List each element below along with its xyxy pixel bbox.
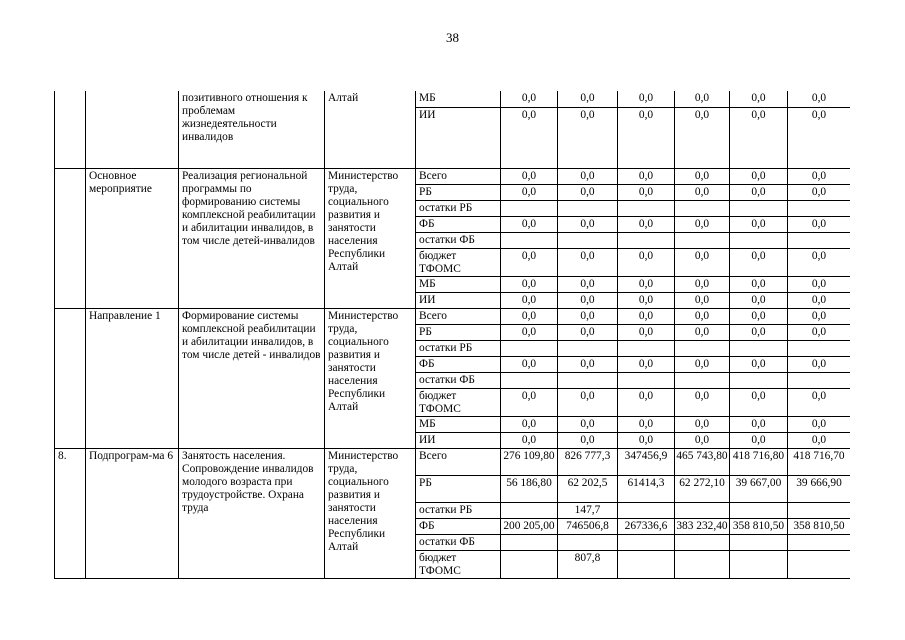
amount-cell — [730, 340, 788, 356]
amount-cell: 0,0 — [730, 248, 788, 276]
amount-cell: 147,7 — [558, 502, 618, 518]
amount-cell — [730, 232, 788, 248]
amount-cell — [501, 372, 558, 388]
amount-cell — [501, 534, 558, 550]
amount-cell — [788, 232, 851, 248]
amount-cell: 0,0 — [730, 91, 788, 107]
amount-cell: 267336,6 — [618, 518, 675, 534]
amount-cell: 0,0 — [675, 91, 730, 107]
funding-source-cell: остатки ФБ — [416, 372, 501, 388]
amount-cell: 0,0 — [788, 432, 851, 448]
amount-cell — [730, 502, 788, 518]
amount-cell: 0,0 — [618, 388, 675, 416]
amount-cell: 276 109,80 — [501, 448, 558, 475]
amount-cell — [618, 550, 675, 578]
amount-cell: 0,0 — [675, 432, 730, 448]
amount-cell: 0,0 — [788, 168, 851, 184]
amount-cell: 826 777,3 — [558, 448, 618, 475]
funding-source-cell: МБ — [416, 91, 501, 107]
executor-cell: Министерство труда, социального развития и занятости населения Республики Алтай — [325, 168, 416, 308]
amount-cell: 0,0 — [730, 432, 788, 448]
amount-cell: 0,0 — [501, 276, 558, 292]
amount-cell: 418 716,80 — [730, 448, 788, 475]
amount-cell: 0,0 — [730, 416, 788, 432]
table-row — [55, 168, 851, 184]
funding-source-cell: бюджет ТФОМС — [416, 388, 501, 416]
amount-cell: 0,0 — [675, 416, 730, 432]
amount-cell: 0,0 — [558, 168, 618, 184]
item-type-cell: Направление 1 — [86, 308, 179, 448]
amount-cell: 0,0 — [675, 292, 730, 308]
amount-cell: 418 716,70 — [788, 448, 851, 475]
amount-cell: 0,0 — [788, 292, 851, 308]
amount-cell: 0,0 — [788, 308, 851, 324]
amount-cell: 0,0 — [788, 356, 851, 372]
executor-cell: Министерство труда, социального развития и занятости населения Республики Алтай — [325, 308, 416, 448]
amount-cell — [675, 200, 730, 216]
amount-cell: 465 743,80 — [675, 448, 730, 475]
amount-cell — [788, 502, 851, 518]
funding-source-cell: ФБ — [416, 216, 501, 232]
amount-cell: 0,0 — [788, 324, 851, 340]
funding-source-cell: ИИ — [416, 432, 501, 448]
amount-cell: 0,0 — [730, 216, 788, 232]
amount-cell: 0,0 — [618, 356, 675, 372]
amount-cell: 0,0 — [675, 216, 730, 232]
amount-cell: 0,0 — [558, 216, 618, 232]
amount-cell: 0,0 — [675, 276, 730, 292]
funding-source-cell: ФБ — [416, 356, 501, 372]
funding-source-cell: остатки ФБ — [416, 534, 501, 550]
amount-cell: 0,0 — [730, 308, 788, 324]
amount-cell: 0,0 — [618, 324, 675, 340]
amount-cell: 200 205,00 — [501, 518, 558, 534]
funding-source-cell: МБ — [416, 416, 501, 432]
amount-cell: 39 667,00 — [730, 475, 788, 502]
amount-cell: 0,0 — [558, 356, 618, 372]
funding-source-cell: бюджет ТФОМС — [416, 550, 501, 578]
amount-cell: 0,0 — [788, 416, 851, 432]
amount-cell: 0,0 — [501, 356, 558, 372]
amount-cell: 0,0 — [558, 432, 618, 448]
table-row — [55, 91, 851, 107]
amount-cell: 0,0 — [730, 388, 788, 416]
amount-cell — [730, 200, 788, 216]
amount-cell: 347456,9 — [618, 448, 675, 475]
amount-cell — [675, 534, 730, 550]
amount-cell: 0,0 — [730, 107, 788, 168]
amount-cell: 0,0 — [558, 324, 618, 340]
funding-source-cell: остатки РБ — [416, 200, 501, 216]
amount-cell: 0,0 — [788, 184, 851, 200]
amount-cell: 62 272,10 — [675, 475, 730, 502]
funding-source-cell: остатки РБ — [416, 340, 501, 356]
page-number: 38 — [446, 30, 459, 45]
amount-cell: 0,0 — [618, 216, 675, 232]
amount-cell: 62 202,5 — [558, 475, 618, 502]
amount-cell — [501, 340, 558, 356]
funding-table-container — [54, 91, 850, 600]
amount-cell: 0,0 — [501, 248, 558, 276]
amount-cell: 0,0 — [675, 248, 730, 276]
amount-cell: 0,0 — [501, 308, 558, 324]
amount-cell: 0,0 — [558, 107, 618, 168]
amount-cell: 0,0 — [730, 168, 788, 184]
item-name-cell: позитивного отношения к проблемам жизнедеятельности инвалидов — [179, 91, 325, 168]
amount-cell — [618, 372, 675, 388]
amount-cell: 0,0 — [618, 276, 675, 292]
table-body — [55, 91, 851, 578]
amount-cell — [618, 232, 675, 248]
item-name-cell: Реализация региональной программы по формированию системы комплексной реабилитации и абилитации инвалидов, в том числе детей-инвалидов — [179, 168, 325, 308]
amount-cell — [558, 534, 618, 550]
amount-cell — [558, 340, 618, 356]
amount-cell: 0,0 — [618, 168, 675, 184]
item-type-cell — [86, 91, 179, 168]
amount-cell: 358 810,50 — [788, 518, 851, 534]
amount-cell — [730, 372, 788, 388]
table-row — [55, 448, 851, 475]
amount-cell: 0,0 — [501, 216, 558, 232]
amount-cell — [675, 340, 730, 356]
funding-source-cell: Всего — [416, 448, 501, 475]
item-type-cell: Подпрограм-ма 6 — [86, 448, 179, 578]
amount-cell: 0,0 — [788, 388, 851, 416]
executor-cell: Алтай — [325, 91, 416, 168]
amount-cell: 0,0 — [618, 416, 675, 432]
amount-cell: 0,0 — [675, 308, 730, 324]
amount-cell: 0,0 — [675, 168, 730, 184]
amount-cell: 383 232,40 — [675, 518, 730, 534]
amount-cell: 0,0 — [558, 416, 618, 432]
amount-cell: 0,0 — [618, 292, 675, 308]
amount-cell — [501, 200, 558, 216]
amount-cell: 0,0 — [558, 276, 618, 292]
amount-cell: 0,0 — [788, 91, 851, 107]
amount-cell: 0,0 — [675, 184, 730, 200]
item-name-cell: Формирование системы комплексной реабилитации и абилитации инвалидов, в том числе детей - инвалидов — [179, 308, 325, 448]
amount-cell — [675, 550, 730, 578]
amount-cell: 0,0 — [558, 308, 618, 324]
funding-table — [54, 91, 850, 579]
amount-cell — [501, 502, 558, 518]
amount-cell — [788, 372, 851, 388]
funding-source-cell: ИИ — [416, 107, 501, 168]
funding-source-cell: РБ — [416, 475, 501, 502]
row-number-cell: 8. — [55, 448, 86, 578]
amount-cell: 0,0 — [730, 184, 788, 200]
item-name-cell: Занятость населения. Сопровождение инвалидов молодого возраста при трудоустройстве. Охрана труда — [179, 448, 325, 578]
funding-source-cell: ИИ — [416, 292, 501, 308]
amount-cell — [618, 340, 675, 356]
amount-cell: 0,0 — [501, 184, 558, 200]
amount-cell: 746506,8 — [558, 518, 618, 534]
amount-cell — [788, 534, 851, 550]
row-number-cell — [55, 308, 86, 448]
item-type-cell: Основное мероприятие — [86, 168, 179, 308]
amount-cell: 0,0 — [501, 107, 558, 168]
funding-source-cell: Всего — [416, 168, 501, 184]
amount-cell: 61414,3 — [618, 475, 675, 502]
amount-cell — [730, 550, 788, 578]
amount-cell — [788, 340, 851, 356]
amount-cell: 0,0 — [730, 276, 788, 292]
amount-cell: 0,0 — [558, 248, 618, 276]
amount-cell — [675, 232, 730, 248]
amount-cell — [558, 372, 618, 388]
amount-cell: 0,0 — [788, 216, 851, 232]
amount-cell: 0,0 — [558, 91, 618, 107]
amount-cell — [675, 372, 730, 388]
funding-source-cell: остатки РБ — [416, 502, 501, 518]
amount-cell — [558, 232, 618, 248]
amount-cell: 0,0 — [788, 107, 851, 168]
amount-cell: 0,0 — [618, 91, 675, 107]
amount-cell: 0,0 — [730, 324, 788, 340]
amount-cell: 0,0 — [675, 324, 730, 340]
amount-cell: 56 186,80 — [501, 475, 558, 502]
amount-cell — [558, 200, 618, 216]
amount-cell — [788, 550, 851, 578]
funding-source-cell: остатки ФБ — [416, 232, 501, 248]
amount-cell: 0,0 — [501, 168, 558, 184]
executor-cell: Министерство труда, социального развития и занятости населения Республики Алтай — [325, 448, 416, 578]
amount-cell: 0,0 — [618, 432, 675, 448]
amount-cell: 0,0 — [501, 292, 558, 308]
amount-cell — [501, 232, 558, 248]
amount-cell — [501, 550, 558, 578]
amount-cell: 0,0 — [558, 388, 618, 416]
amount-cell — [788, 200, 851, 216]
amount-cell: 0,0 — [730, 356, 788, 372]
amount-cell: 0,0 — [501, 416, 558, 432]
funding-source-cell: РБ — [416, 324, 501, 340]
funding-source-cell: РБ — [416, 184, 501, 200]
amount-cell: 0,0 — [501, 388, 558, 416]
amount-cell: 807,8 — [558, 550, 618, 578]
amount-cell — [618, 502, 675, 518]
amount-cell: 0,0 — [501, 324, 558, 340]
amount-cell: 0,0 — [618, 184, 675, 200]
row-number-cell — [55, 91, 86, 168]
amount-cell: 0,0 — [788, 248, 851, 276]
amount-cell: 0,0 — [558, 184, 618, 200]
funding-source-cell: бюджет ТФОМС — [416, 248, 501, 276]
table-row — [55, 308, 851, 324]
amount-cell — [730, 534, 788, 550]
amount-cell — [618, 200, 675, 216]
amount-cell: 0,0 — [558, 292, 618, 308]
amount-cell: 0,0 — [618, 248, 675, 276]
amount-cell: 0,0 — [501, 91, 558, 107]
amount-cell: 0,0 — [730, 292, 788, 308]
amount-cell — [618, 534, 675, 550]
amount-cell: 0,0 — [675, 388, 730, 416]
amount-cell: 0,0 — [618, 308, 675, 324]
amount-cell: 0,0 — [675, 356, 730, 372]
row-number-cell — [55, 168, 86, 308]
amount-cell: 0,0 — [618, 107, 675, 168]
amount-cell: 358 810,50 — [730, 518, 788, 534]
funding-source-cell: МБ — [416, 276, 501, 292]
amount-cell: 0,0 — [788, 276, 851, 292]
funding-source-cell: ФБ — [416, 518, 501, 534]
amount-cell: 0,0 — [501, 432, 558, 448]
amount-cell: 0,0 — [675, 107, 730, 168]
funding-source-cell: Всего — [416, 308, 501, 324]
amount-cell — [675, 502, 730, 518]
amount-cell: 39 666,90 — [788, 475, 851, 502]
